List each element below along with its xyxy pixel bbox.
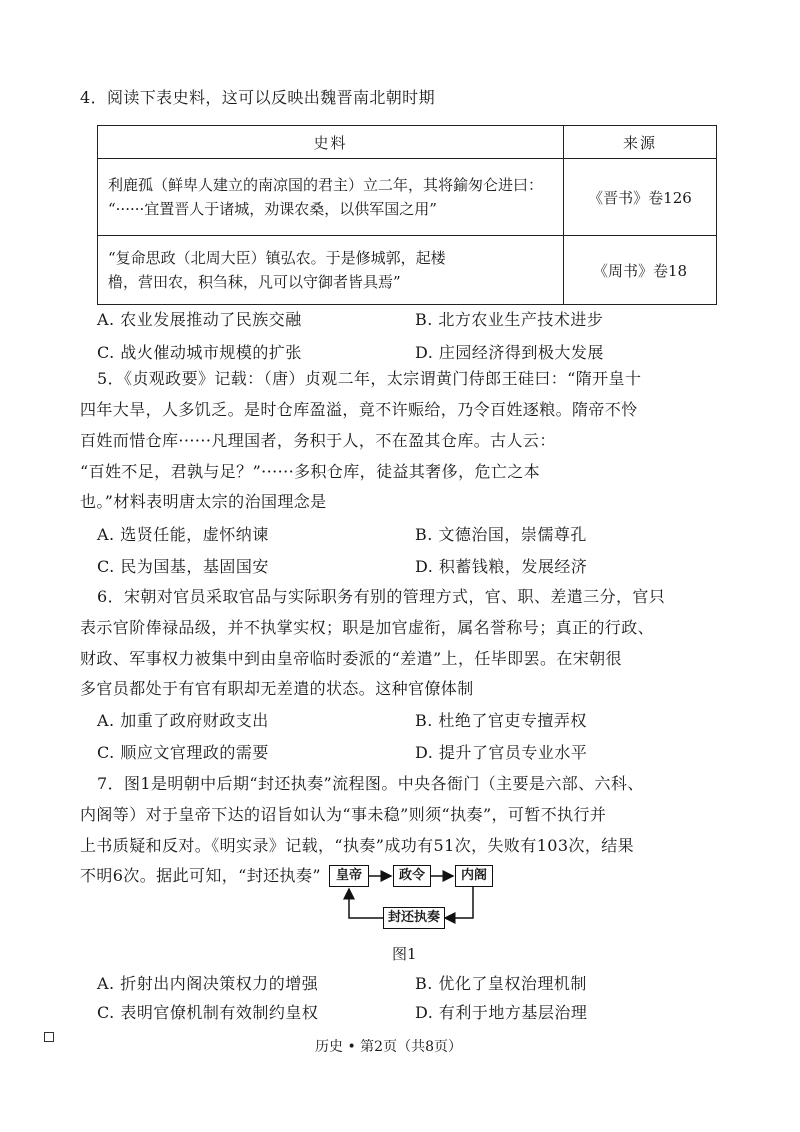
q7-stem-line: 不明6次。据此可知，“封还执奏” [80, 866, 321, 885]
arrow-return-emperor [349, 889, 383, 918]
q6-option-a[interactable]: A. 加重了政府财政支出 [97, 711, 269, 730]
cabinet-box: 内阁 [455, 865, 493, 887]
return-execute-box: 封还执奏 [383, 907, 445, 929]
q7-stem-line: 内阁等）对于皇帝下达的诏旨如认为“事未稳”则须“执奏”，可暂不执行并 [80, 805, 607, 824]
q6-option-c[interactable]: C. 顺应文官理政的需要 [97, 743, 269, 762]
figure-caption: 图1 [392, 945, 417, 963]
q5-option-b[interactable]: B. 文德治国，崇儒尊孔 [415, 525, 587, 544]
q6-stem-line: 多官员都处于有官有职却无差遣的状态。这种官僚体制 [80, 679, 474, 698]
q5-stem-line: 四年大旱，人多饥乏。是时仓库盈溢，竟不许赈给，乃令百姓逐粮。隋帝不怜 [80, 400, 638, 419]
q4-option-c[interactable]: C. 战火催动城市规模的扩张 [97, 343, 302, 362]
emperor-box: 皇帝 [329, 865, 369, 887]
flow-diagram [325, 862, 495, 942]
table-row [98, 236, 717, 305]
q5-option-a[interactable]: A. 选贤任能，虚怀纳谏 [97, 525, 269, 544]
q4-source-table [97, 125, 717, 305]
table-cell-material [98, 236, 564, 305]
material-line: “复命思政（北周大臣）镇弘农。于是修城郭，起楼 [108, 249, 446, 267]
q6-stem-line: 表示官阶俸禄品级，并不执掌实权；职是加官虚衔，属名誉称号；真正的行政、 [80, 618, 655, 637]
q5-option-c[interactable]: C. 民为国基，基固国安 [97, 557, 269, 576]
q5-stem-line: 也。”材料表明唐太宗的治国理念是 [80, 492, 327, 511]
table-cell-material [98, 159, 564, 236]
table-header-source: 来源 [564, 126, 717, 159]
q4-option-d[interactable]: D. 庄园经济得到极大发展 [415, 343, 604, 362]
q7-stem-line: 上书质疑和反对。《明实录》记载，“执奏”成功有51次，失败有103次，结果 [80, 836, 635, 855]
q6-option-b[interactable]: B. 杜绝了官吏专擅弄权 [415, 711, 587, 730]
decree-box: 政令 [393, 865, 431, 887]
q6-option-d[interactable]: D. 提升了官员专业水平 [415, 743, 588, 762]
q7-stem-line: 7．图1是明朝中后期“封还执奏”流程图。中央各衙门（主要是六部、六科、 [97, 774, 644, 793]
q5-stem-line: “百姓不足，君孰与足？”······多积仓库，徒益其奢侈，危亡之本 [80, 462, 541, 481]
q4-option-a[interactable]: A. 农业发展推动了民族交融 [97, 310, 302, 329]
q5-option-d[interactable]: D. 积蓄钱粮，发展经济 [415, 557, 588, 576]
q6-stem-line: 6．宋朝对官员采取官品与实际职务有别的管理方式，官、职、差遣三分，官只 [97, 587, 666, 606]
material-line: 利鹿孤（鲜卑人建立的南凉国的君主）立二年，其将鍮匆仑进曰： [108, 176, 544, 194]
q7-option-b[interactable]: B. 优化了皇权治理机制 [415, 974, 587, 993]
q5-stem-line: 百姓而惜仓库······凡理国者，务积于人，不在盈其仓库。古人云： [80, 431, 556, 450]
table-header-material: 史料 [98, 126, 564, 159]
q5-stem-line: 5．《贞观政要》记载：（唐）贞观二年，太宗谓黄门侍郎王硅曰：“隋开皇十 [97, 369, 642, 388]
page-footer: 历史 • 第2页（共8页） [315, 1039, 462, 1055]
arrow-cabinet-return [445, 887, 473, 918]
material-line: 橹，营田农，积刍秣，凡可以守御者皆具焉” [108, 273, 401, 291]
table-cell-source: 《周书》卷18 [564, 236, 717, 305]
q4-stem: 4．阅读下表史料，这可以反映出魏晋南北朝时期 [80, 88, 435, 107]
material-line: “······宜置晋人于诸城，劝课农桑，以供军国之用” [108, 200, 437, 218]
q7-option-d[interactable]: D. 有利于地方基层治理 [415, 1003, 588, 1022]
table-cell-source: 《晋书》卷126 [564, 159, 717, 236]
q6-stem-line: 财政、军事权力被集中到由皇帝临时委派的“差遣”上，任毕即罢。在宋朝很 [80, 649, 622, 668]
margin-mark [44, 1032, 54, 1042]
q7-option-a[interactable]: A. 折射出内阁决策权力的增强 [97, 974, 319, 993]
q7-option-c[interactable]: C. 表明官僚机制有效制约皇权 [97, 1003, 319, 1022]
q4-option-b[interactable]: B. 北方农业生产技术进步 [415, 310, 604, 329]
table-row [98, 159, 717, 236]
